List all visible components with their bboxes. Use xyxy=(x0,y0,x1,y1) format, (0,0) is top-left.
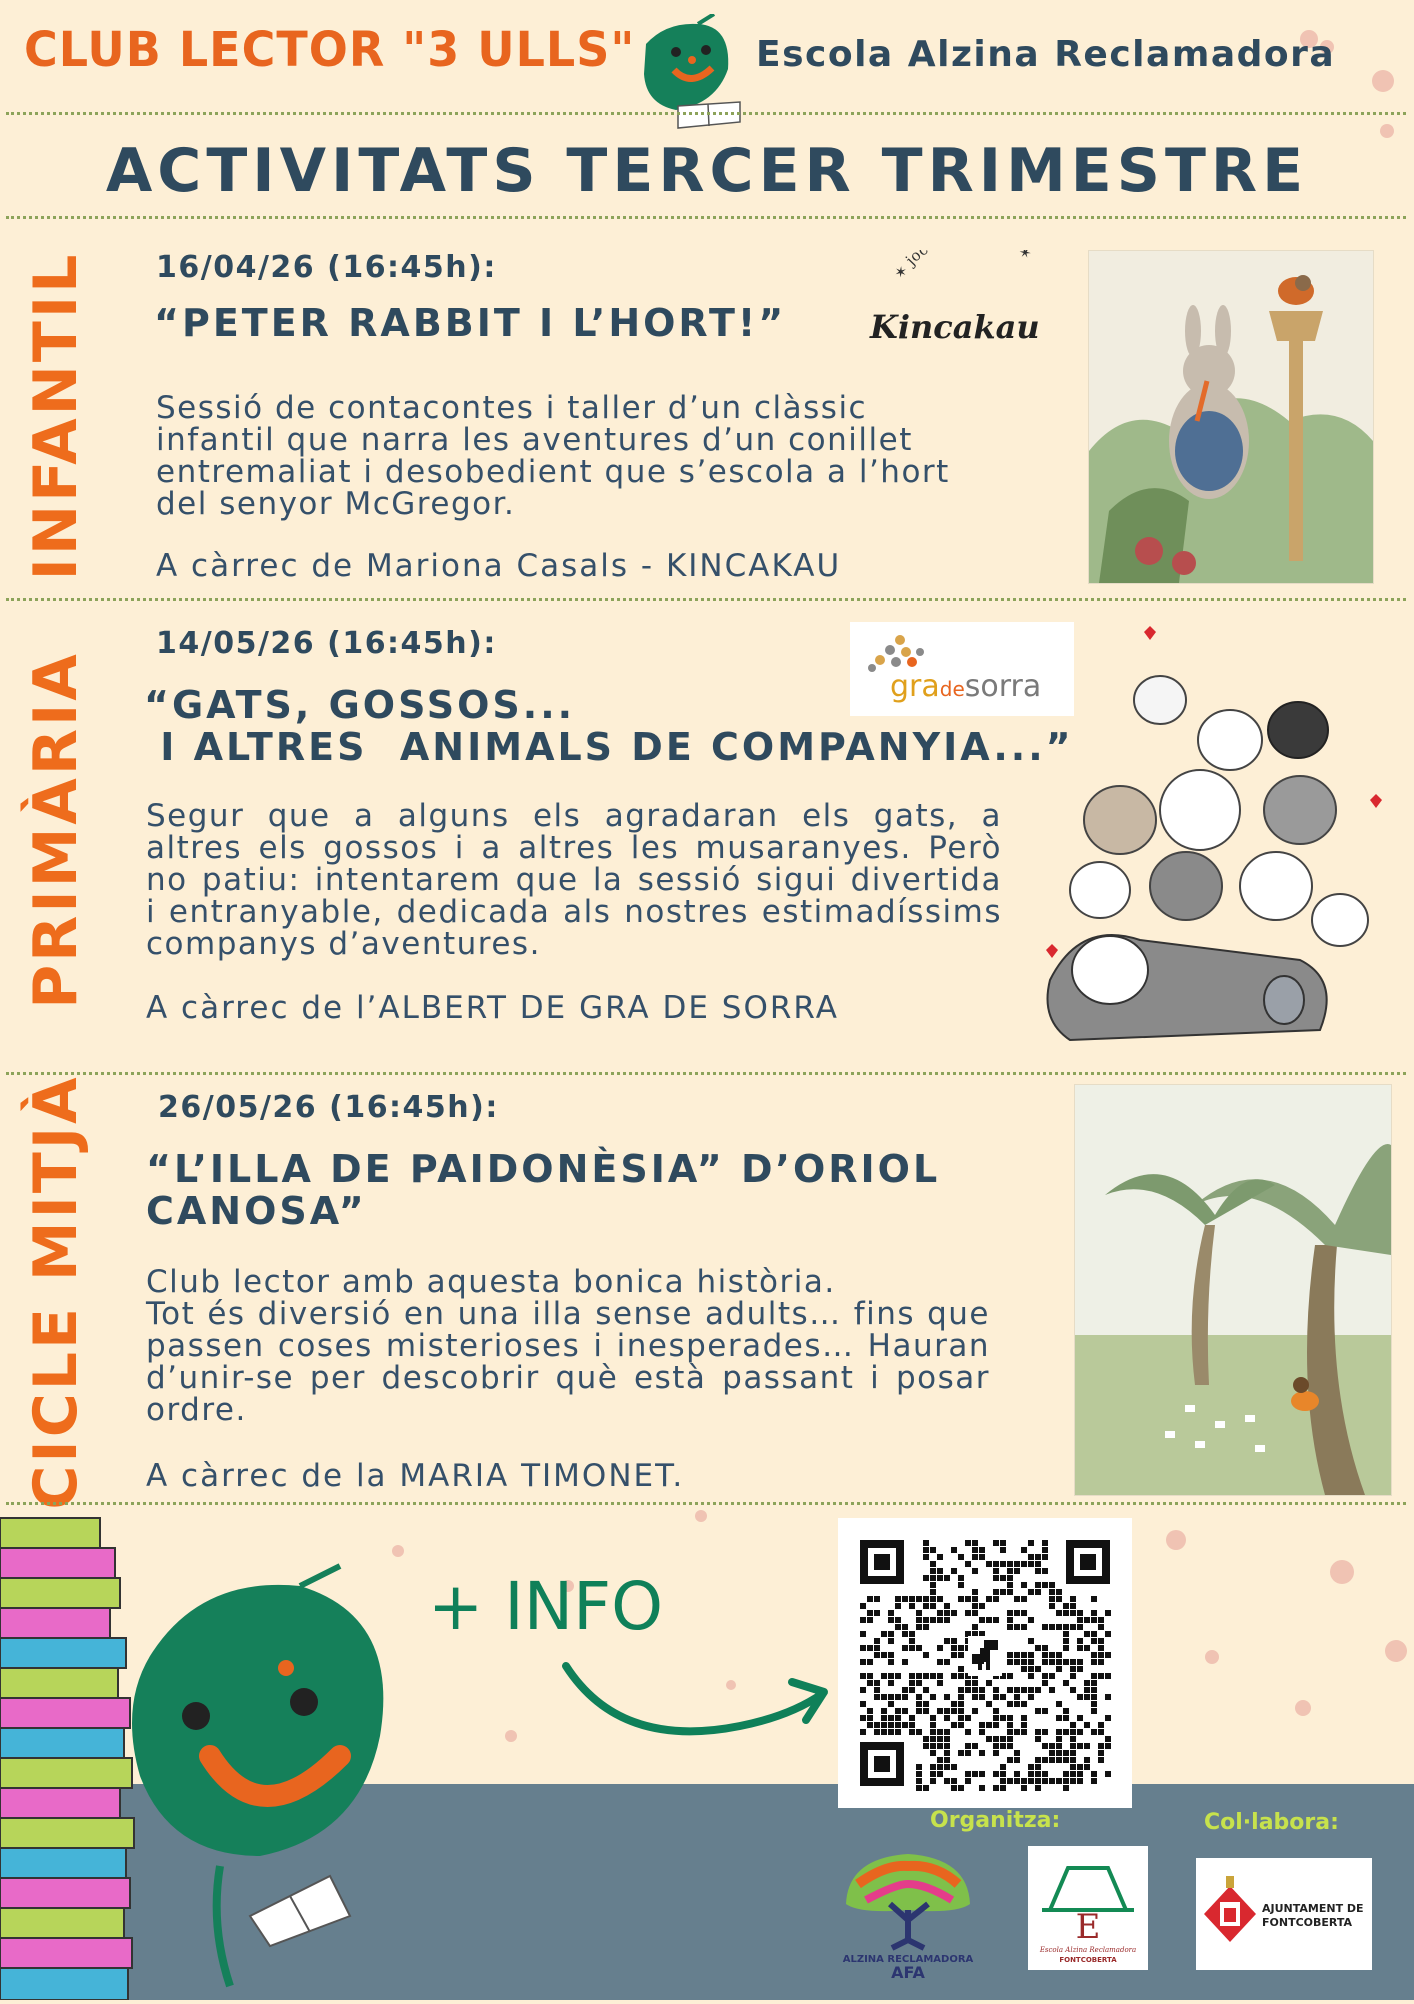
ajuntament-logo xyxy=(1196,1858,1372,1970)
divider xyxy=(6,1502,1406,1505)
organitza-label: Organitza: xyxy=(930,1808,1061,1833)
event-credit: A càrrec de la MARIA TIMONET. xyxy=(146,1458,685,1494)
island-illustration xyxy=(1074,1084,1392,1496)
gradesorra-de: de xyxy=(939,677,965,701)
event-title: “PETER RABBIT I L’HORT!” xyxy=(154,301,787,345)
collabora-label: Col·labora: xyxy=(1204,1810,1339,1835)
description-line: Tot és diversió en una illa sense adults… fins que passen coses misterioses i inesperades… Hauran d’unir-se per descobrir què està passant i posar ordre. xyxy=(146,1296,990,1428)
event-date: 16/04/26 (16:45h): xyxy=(156,250,497,285)
gradesorra-gra: gra xyxy=(890,669,940,704)
pets-illustration xyxy=(1040,620,1390,1060)
event-date: 14/05/26 (16:45h): xyxy=(156,626,497,661)
ajuntament-line1: AJUNTAMENT DE xyxy=(1262,1902,1364,1915)
divider xyxy=(6,598,1406,601)
description-line: Club lector amb aquesta bonica història. xyxy=(146,1264,836,1300)
event-description: Sessió de contacontes i taller d’un clàssic infantil que narra les aventures d’un conillet entremaliat i desobedient que s’escola a l’hort del senyor McGregor. xyxy=(156,390,950,522)
school-logo-line2: FONTCOBERTA xyxy=(1059,1956,1117,1964)
afa-logo-line1: ALZINA RECLAMADORA xyxy=(842,1954,974,1965)
afa-logo xyxy=(836,1844,980,1980)
section-label-primaria: PRIMÀRIA xyxy=(21,651,91,1009)
school-name: Escola Alzina Reclamadora xyxy=(756,34,1336,75)
books-and-mascot-illustration xyxy=(0,1506,460,2000)
svg-text:✶ joc respectuós ✶ xyxy=(890,250,1035,282)
kincakau-logo xyxy=(862,250,1062,400)
ajuntament-line2: FONTCOBERTA xyxy=(1262,1916,1353,1929)
dinosaur-icon xyxy=(968,1636,1002,1676)
school-logo xyxy=(1028,1846,1148,1970)
kincakau-text: Kincakau xyxy=(870,308,1040,346)
section-label-infantil: INFANTIL xyxy=(21,251,91,581)
divider xyxy=(6,1072,1406,1075)
more-info-text: + INFO xyxy=(428,1568,664,1645)
page-title: ACTIVITATS TERCER TRIMESTRE xyxy=(105,136,1309,206)
event-description: Segur que a alguns els agradaran els gats, a altres els gossos i a altres les musaranyes. Però no patiu: intentarem que la sessió sigui divertida i entranyable, dedicada als nostres estimadíssims companys d’aventures. xyxy=(146,798,1002,962)
club-title: CLUB LECTOR "3 ULLS" xyxy=(24,20,636,78)
school-logo-line1: Escola Alzina Reclamadora xyxy=(1039,1946,1137,1954)
divider xyxy=(6,216,1406,219)
event-title: “GATS, GOSSOS... I ALTRES ANIMALS DE COMPANYIA...” xyxy=(144,683,1074,769)
peter-rabbit-illustration xyxy=(1088,250,1374,584)
event-title: “L’ILLA DE PAIDONÈSIA” D’ORIOL CANOSA” xyxy=(146,1147,941,1233)
event-credit: A càrrec de Mariona Casals - KINCAKAU xyxy=(156,548,842,584)
afa-logo-line2: AFA xyxy=(891,1963,925,1980)
gradesorra-sorra: sorra xyxy=(964,669,1042,704)
school-logo-letter: E xyxy=(1075,1907,1101,1947)
qr-code[interactable] xyxy=(838,1518,1132,1808)
divider xyxy=(6,112,1406,115)
event-credit: A càrrec de l’ALBERT DE GRA DE SORRA xyxy=(146,990,839,1026)
kincakau-arc-text: ✶ joc ✶ xyxy=(890,250,1036,283)
event-description xyxy=(146,1266,990,1426)
event-date: 26/05/26 (16:45h): xyxy=(158,1090,499,1125)
section-label-cicle-mitja: CICLE MITJÀ xyxy=(21,1074,91,1510)
arrow-icon xyxy=(560,1660,830,1750)
svg-text:gradesorra xyxy=(890,669,1041,704)
